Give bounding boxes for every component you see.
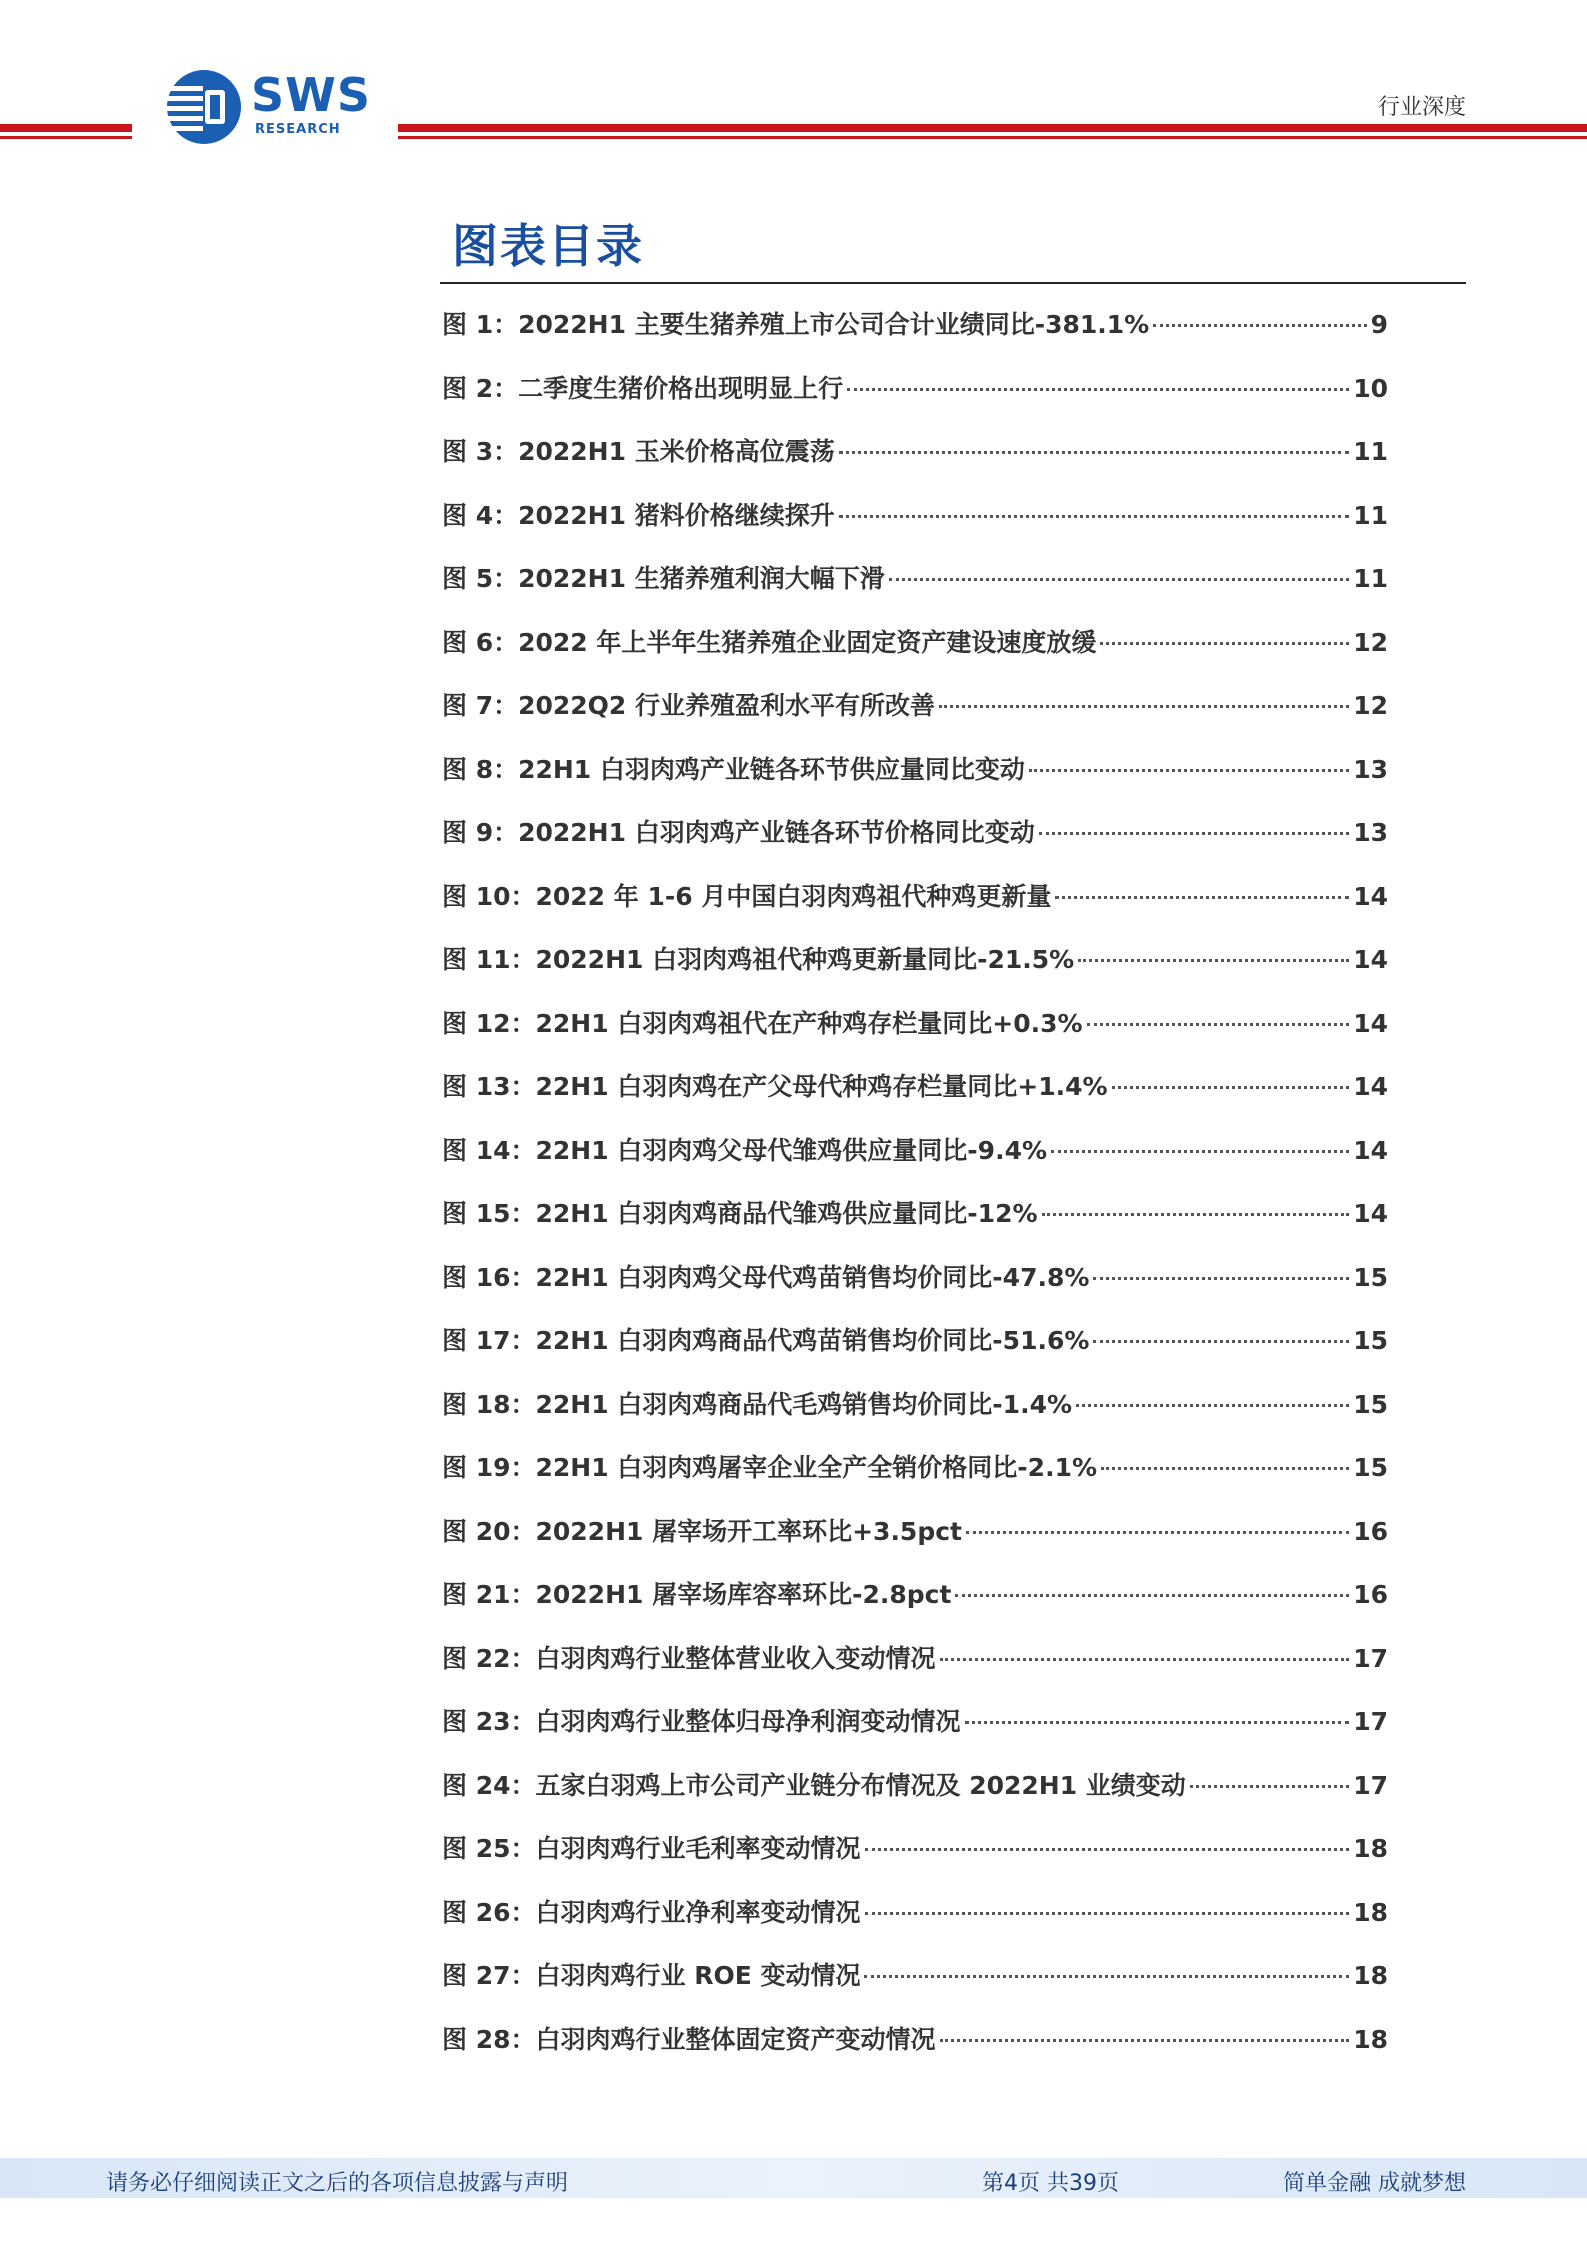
toc-entry-page: 18 xyxy=(1353,1961,1388,1990)
toc-entry-label: 图 13：22H1 白羽肉鸡在产父母代种鸡存栏量同比+1.4% xyxy=(442,1072,1108,1101)
toc-entry-page: 15 xyxy=(1353,1453,1388,1482)
toc-entry-label: 图 20：2022H1 屠宰场开工率环比+3.5pct xyxy=(442,1516,962,1546)
toc-leader-dots xyxy=(1087,1023,1350,1026)
footer-page-info: 第4页 共39页 xyxy=(982,2171,1119,2196)
page-header xyxy=(0,0,1587,160)
toc-entry-label: 图 5：2022H1 生猪养殖利润大幅下滑 xyxy=(442,564,885,593)
toc-leader-dots xyxy=(955,1594,1349,1597)
toc-leader-dots xyxy=(864,1975,1349,1978)
toc-entry-label: 图 17：22H1 白羽肉鸡商品代鸡苗销售均价同比-51.6% xyxy=(442,1326,1090,1355)
toc-entry[interactable] xyxy=(442,1702,1388,1766)
toc-entry-page: 11 xyxy=(1353,564,1388,593)
toc-leader-dots xyxy=(865,1848,1350,1851)
toc-leader-dots xyxy=(1055,896,1349,899)
toc-entry-label: 图 16：22H1 白羽肉鸡父母代鸡苗销售均价同比-47.8% xyxy=(442,1262,1090,1292)
report-type-label: 行业深度 xyxy=(1377,95,1466,120)
toc-entry[interactable] xyxy=(442,623,1388,687)
toc-entry-label: 图 14：22H1 白羽肉鸡父母代雏鸡供应量同比-9.4% xyxy=(442,1135,1048,1165)
toc-leader-dots xyxy=(1112,1086,1350,1089)
toc-leader-dots xyxy=(1042,1213,1350,1216)
toc-entry-label: 图 7：2022Q2 行业养殖盈利水平有所改善 xyxy=(442,691,936,720)
toc-entry-page: 12 xyxy=(1353,627,1388,657)
toc-entry[interactable] xyxy=(442,1194,1388,1258)
toc-entry-page: 17 xyxy=(1353,1643,1388,1673)
toc-entry[interactable] xyxy=(442,750,1388,814)
toc-entry-label: 图 3：2022H1 玉米价格高位震荡 xyxy=(442,437,835,466)
toc-entry[interactable] xyxy=(442,1004,1388,1068)
toc-entry-page: 14 xyxy=(1353,945,1388,974)
toc-entry[interactable] xyxy=(442,2020,1388,2084)
toc-entry-label: 图 22：白羽肉鸡行业整体营业收入变动情况 xyxy=(442,1643,936,1673)
toc-leader-dots xyxy=(1039,832,1350,835)
toc-entry-page: 14 xyxy=(1353,1008,1388,1038)
toc-entry-label: 图 2：二季度生猪价格出现明显上行 xyxy=(442,373,844,403)
toc-leader-dots xyxy=(1076,1404,1349,1407)
toc-entry-page: 12 xyxy=(1353,691,1388,720)
toc-leader-dots xyxy=(940,2039,1350,2042)
toc-entry-label: 图 15：22H1 白羽肉鸡商品代雏鸡供应量同比-12% xyxy=(442,1199,1038,1228)
title-divider xyxy=(440,282,1466,284)
toc-entry-label: 图 26：白羽肉鸡行业净利率变动情况 xyxy=(442,1897,861,1927)
toc-leader-dots xyxy=(839,451,1350,454)
toc-leader-dots xyxy=(1051,1150,1349,1153)
toc-entry-label: 图 12：22H1 白羽肉鸡祖代在产种鸡存栏量同比+0.3% xyxy=(442,1008,1083,1038)
toc-leader-dots xyxy=(1078,959,1349,962)
toc-entry[interactable] xyxy=(442,1893,1388,1957)
toc-entry[interactable] xyxy=(442,1956,1388,2020)
toc-leader-dots xyxy=(1093,1340,1349,1343)
toc-leader-dots xyxy=(865,1912,1350,1915)
toc-entry[interactable] xyxy=(442,1766,1388,1830)
sws-logo xyxy=(165,66,375,146)
toc-leader-dots xyxy=(965,1721,1350,1724)
toc-entry[interactable] xyxy=(442,1385,1388,1449)
logo-wordmark: SWS xyxy=(251,68,371,122)
toc-leader-dots xyxy=(889,578,1350,581)
footer-slogan: 简单金融 成就梦想 xyxy=(1283,2171,1466,2196)
sws-logo-mark-icon xyxy=(165,68,243,146)
toc-leader-dots xyxy=(847,388,1349,391)
toc-entry-page: 18 xyxy=(1353,2024,1388,2054)
toc-entry[interactable] xyxy=(442,1512,1388,1576)
toc-entry[interactable] xyxy=(442,559,1388,623)
toc-entry-label: 图 28：白羽肉鸡行业整体固定资产变动情况 xyxy=(442,2024,936,2054)
toc-leader-dots xyxy=(839,515,1350,518)
toc-entry-page: 13 xyxy=(1353,818,1388,847)
figure-table-of-contents xyxy=(442,305,1388,2083)
toc-entry-page: 9 xyxy=(1370,310,1388,339)
toc-entry[interactable] xyxy=(442,1321,1388,1385)
toc-entry-label: 图 1：2022H1 主要生猪养殖上市公司合计业绩同比-381.1% xyxy=(442,310,1150,339)
toc-entry-label: 图 21：2022H1 屠宰场库容率环比-2.8pct xyxy=(442,1580,952,1609)
toc-entry-label: 图 25：白羽肉鸡行业毛利率变动情况 xyxy=(442,1834,861,1863)
toc-entry[interactable] xyxy=(442,877,1388,941)
toc-entry[interactable] xyxy=(442,1258,1388,1322)
toc-entry[interactable] xyxy=(442,432,1388,496)
toc-leader-dots xyxy=(940,1658,1350,1661)
toc-entry-page: 18 xyxy=(1353,1834,1388,1863)
toc-entry[interactable] xyxy=(442,1067,1388,1131)
toc-leader-dots xyxy=(1153,324,1366,327)
toc-entry-page: 13 xyxy=(1353,754,1388,784)
toc-entry[interactable] xyxy=(442,813,1388,877)
toc-entry-page: 18 xyxy=(1353,1897,1388,1927)
toc-entry[interactable] xyxy=(442,686,1388,750)
toc-leader-dots xyxy=(1093,1277,1349,1280)
toc-entry-page: 11 xyxy=(1353,437,1388,466)
toc-entry-page: 14 xyxy=(1353,1072,1388,1101)
toc-entry-label: 图 24：五家白羽鸡上市公司产业链分布情况及 2022H1 业绩变动 xyxy=(442,1770,1186,1800)
page-title: 图表目录 xyxy=(452,219,644,273)
toc-entry-page: 16 xyxy=(1353,1580,1388,1609)
toc-entry-page: 11 xyxy=(1353,500,1388,530)
header-rule-right xyxy=(398,124,1587,132)
toc-leader-dots xyxy=(939,705,1349,708)
toc-entry-page: 14 xyxy=(1353,1135,1388,1165)
toc-entry-label: 图 11：2022H1 白羽肉鸡祖代种鸡更新量同比-21.5% xyxy=(442,945,1075,974)
toc-entry[interactable] xyxy=(442,1829,1388,1893)
toc-entry-label: 图 9：2022H1 白羽肉鸡产业链各环节价格同比变动 xyxy=(442,818,1035,847)
toc-entry-label: 图 10：2022 年 1-6 月中国白羽肉鸡祖代种鸡更新量 xyxy=(442,881,1052,911)
logo-subtext: RESEARCH xyxy=(255,122,341,137)
toc-entry-label: 图 8：22H1 白羽肉鸡产业链各环节供应量同比变动 xyxy=(442,754,1025,784)
toc-entry-page: 14 xyxy=(1353,1199,1388,1228)
toc-entry-label: 图 18：22H1 白羽肉鸡商品代毛鸡销售均价同比-1.4% xyxy=(442,1389,1073,1419)
toc-entry-label: 图 23：白羽肉鸡行业整体归母净利润变动情况 xyxy=(442,1707,961,1736)
toc-entry[interactable] xyxy=(442,1448,1388,1512)
footer-disclaimer: 请务必仔细阅读正文之后的各项信息披露与声明 xyxy=(106,2171,569,2196)
toc-entry[interactable] xyxy=(442,1575,1388,1639)
toc-entry-page: 16 xyxy=(1353,1516,1388,1546)
toc-entry-page: 17 xyxy=(1353,1770,1388,1800)
toc-entry[interactable] xyxy=(442,1639,1388,1703)
toc-entry[interactable] xyxy=(442,496,1388,560)
toc-leader-dots xyxy=(1101,1467,1349,1470)
toc-entry[interactable] xyxy=(442,369,1388,433)
toc-leader-dots xyxy=(1190,1785,1349,1788)
toc-entry[interactable] xyxy=(442,305,1388,369)
toc-entry-label: 图 27：白羽肉鸡行业 ROE 变动情况 xyxy=(442,1961,861,1990)
toc-entry-page: 15 xyxy=(1353,1262,1388,1292)
toc-entry-page: 15 xyxy=(1353,1389,1388,1419)
toc-entry-page: 10 xyxy=(1353,373,1388,403)
toc-entry-page: 15 xyxy=(1353,1326,1388,1355)
toc-leader-dots xyxy=(966,1531,1349,1534)
toc-leader-dots xyxy=(1029,769,1349,772)
toc-leader-dots xyxy=(1100,642,1349,645)
toc-entry-page: 17 xyxy=(1353,1707,1388,1736)
header-rule-left xyxy=(0,124,132,132)
toc-entry-label: 图 4：2022H1 猪料价格继续探升 xyxy=(442,500,835,530)
header-rule-right-thin xyxy=(398,136,1587,139)
toc-entry-label: 图 19：22H1 白羽肉鸡屠宰企业全产全销价格同比-2.1% xyxy=(442,1453,1098,1482)
header-rule-left-thin xyxy=(0,136,132,139)
toc-entry-page: 14 xyxy=(1353,881,1388,911)
toc-entry[interactable] xyxy=(442,940,1388,1004)
page-footer xyxy=(0,2158,1587,2198)
toc-entry-label: 图 6：2022 年上半年生猪养殖企业固定资产建设速度放缓 xyxy=(442,627,1097,657)
toc-entry[interactable] xyxy=(442,1131,1388,1195)
